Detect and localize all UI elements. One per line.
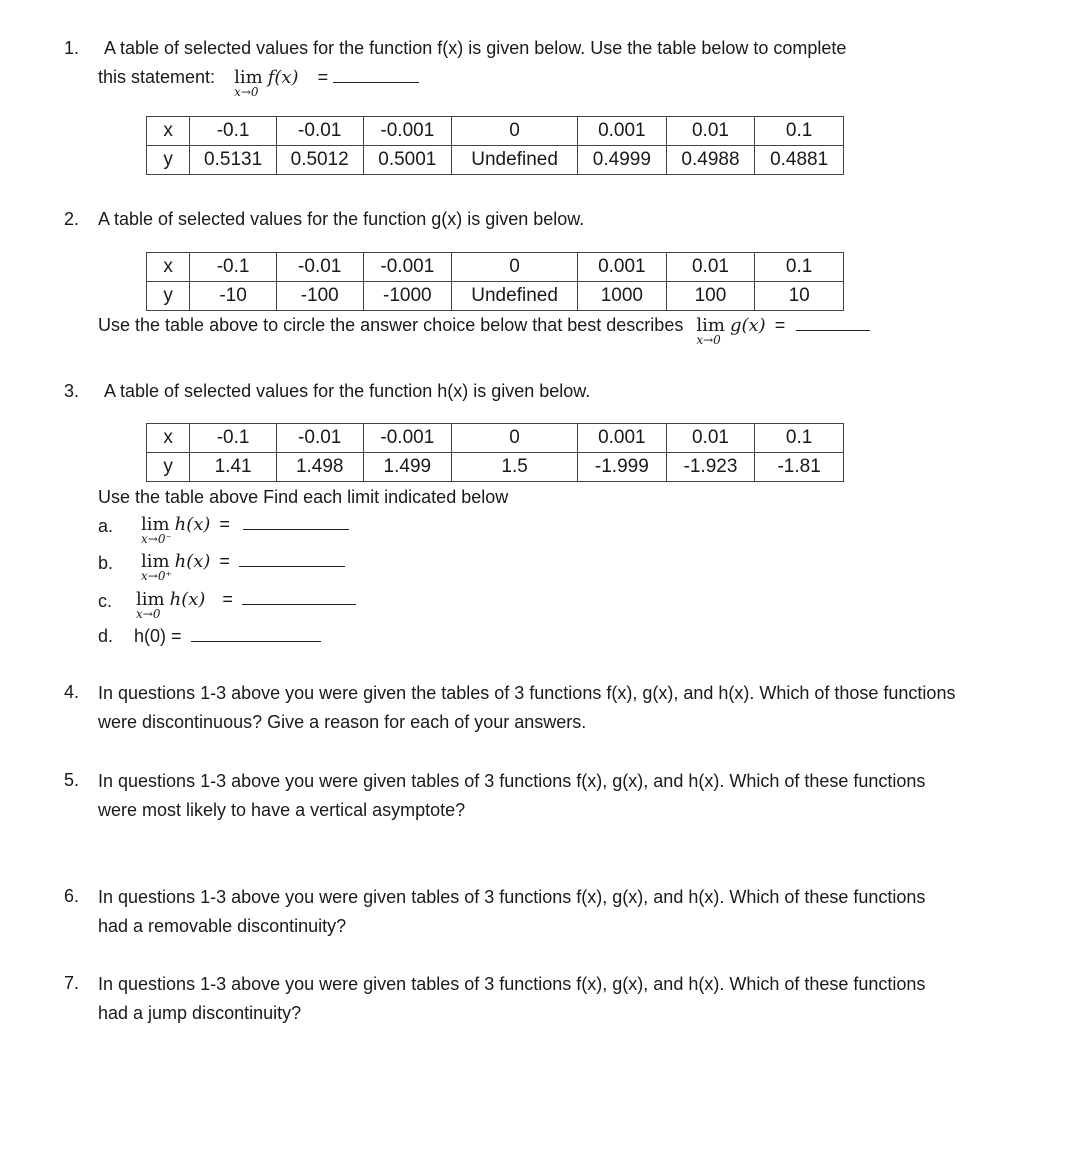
values-table-g — [146, 252, 844, 311]
table-cell: 1.5 — [452, 453, 578, 482]
table-cell: -100 — [276, 282, 363, 311]
table-cell: 0.4999 — [578, 146, 667, 175]
table-cell: Undefined — [452, 282, 578, 311]
lim-subscript: x→0⁺ — [141, 569, 172, 583]
question-text: In questions 1-3 above you were given tables of 3 functions f(x), g(x), and h(x). Which of these functions had a removable discontinuity? — [98, 887, 926, 936]
part-letter: b. — [98, 553, 114, 573]
equals-sign: = — [219, 514, 230, 534]
table-cell: -10 — [190, 282, 277, 311]
table-cell: -0.001 — [363, 253, 452, 282]
table-cell: 0.01 — [666, 424, 755, 453]
table-header-cell: x — [147, 117, 190, 146]
function-expression: g(x) — [729, 315, 766, 336]
part-letter: a. — [98, 516, 114, 536]
answer-blank[interactable] — [243, 515, 349, 530]
lim-word: lim — [696, 315, 725, 336]
table-cell: Undefined — [452, 146, 578, 175]
lim-subscript: x→0 — [696, 333, 721, 347]
equals-sign: = — [219, 551, 230, 571]
question-number: 5. — [64, 770, 80, 790]
answer-blank[interactable] — [796, 316, 870, 331]
lim-word: lim — [136, 589, 165, 610]
table-cell: 0.5001 — [363, 146, 452, 175]
answer-blank[interactable] — [239, 552, 345, 567]
table-row-y — [147, 146, 844, 175]
question-instruction: Use the table above Find each limit indicated below — [98, 487, 509, 507]
table-row-y — [147, 453, 844, 482]
table-cell: 0.5131 — [190, 146, 277, 175]
table-cell: 0.001 — [578, 424, 667, 453]
statement-label: this statement: — [98, 67, 216, 87]
table-row-x — [147, 253, 844, 282]
values-table-f — [146, 116, 844, 175]
table-cell: 0.01 — [666, 117, 755, 146]
table-cell: 1000 — [578, 282, 667, 311]
table-cell: 0 — [452, 253, 578, 282]
question-number: 2. — [64, 209, 80, 229]
question-text: In questions 1-3 above you were given tables of 3 functions f(x), g(x), and h(x). Which of these functions were most likely to have a vertical asymptote? — [98, 771, 926, 820]
answer-blank[interactable] — [191, 627, 321, 642]
table-cell: -0.01 — [276, 117, 363, 146]
table-cell: -0.1 — [190, 117, 277, 146]
question-text: In questions 1-3 above you were given the tables of 3 functions f(x), g(x), and h(x). Which of those functions were discontinuous? Give a reason for each of your answers. — [98, 683, 956, 732]
values-table-h — [146, 423, 844, 482]
table-row-y — [147, 282, 844, 311]
part-statement — [136, 589, 356, 621]
question-text: In questions 1-3 above you were given tables of 3 functions f(x), g(x), and h(x). Which of these functions had a jump discontinuity? — [98, 974, 926, 1023]
table-row-x — [147, 424, 844, 453]
table-cell: -0.001 — [363, 424, 452, 453]
function-expression: h(x) — [174, 514, 211, 535]
lim-subscript: x→0 — [136, 607, 161, 621]
table-header-cell: y — [147, 282, 190, 311]
table-cell: 1.499 — [363, 453, 452, 482]
question-statement — [98, 67, 419, 99]
table-cell: 0.1 — [755, 253, 844, 282]
question-number: 7. — [64, 973, 80, 993]
answer-blank[interactable] — [242, 590, 356, 605]
question-text: A table of selected values for the function h(x) is given below. — [104, 381, 591, 401]
table-cell: 0.001 — [578, 117, 667, 146]
table-cell: 100 — [666, 282, 755, 311]
question-number: 4. — [64, 682, 80, 702]
table-cell: 0.4988 — [666, 146, 755, 175]
lim-subscript: x→0 — [234, 85, 259, 99]
equals-sign: = — [222, 589, 233, 609]
table-cell: 0.001 — [578, 253, 667, 282]
part-letter: c. — [98, 591, 113, 611]
function-value-label: h(0) = — [134, 626, 182, 646]
question-number: 3. — [64, 381, 80, 401]
question-text: A table of selected values for the function g(x) is given below. — [98, 209, 585, 229]
table-cell: -1.81 — [755, 453, 844, 482]
table-cell: 1.498 — [276, 453, 363, 482]
question-text: A table of selected values for the function f(x) is given below. Use the table below to complete — [104, 38, 847, 58]
table-cell: 10 — [755, 282, 844, 311]
table-cell: 1.41 — [190, 453, 277, 482]
lim-word: lim — [141, 514, 170, 535]
table-cell: 0 — [452, 424, 578, 453]
function-expression: h(x) — [174, 551, 211, 572]
table-cell: -0.01 — [276, 253, 363, 282]
limit-expression — [234, 67, 263, 99]
limit-expression — [141, 514, 172, 546]
table-cell: 0.1 — [755, 424, 844, 453]
table-cell: 0 — [452, 117, 578, 146]
table-cell: -1000 — [363, 282, 452, 311]
table-cell: 0.01 — [666, 253, 755, 282]
equals-sign: = — [317, 67, 329, 87]
question-number: 6. — [64, 886, 80, 906]
statement-label: Use the table above to circle the answer choice below that best describes — [98, 315, 684, 335]
table-cell: -1.923 — [666, 453, 755, 482]
table-cell: -1.999 — [578, 453, 667, 482]
function-expression: h(x) — [169, 589, 206, 610]
table-header-cell: x — [147, 253, 190, 282]
part-statement — [134, 626, 321, 647]
lim-word: lim — [234, 67, 263, 88]
table-row-x — [147, 117, 844, 146]
part-letter: d. — [98, 626, 114, 646]
lim-subscript: x→0⁻ — [141, 532, 172, 546]
table-cell: 0.4881 — [755, 146, 844, 175]
question-statement — [98, 315, 870, 347]
table-cell: -0.1 — [190, 424, 277, 453]
table-header-cell: y — [147, 453, 190, 482]
limit-expression — [141, 551, 172, 583]
part-statement — [141, 551, 345, 583]
answer-blank[interactable] — [333, 68, 419, 83]
table-cell: -0.001 — [363, 117, 452, 146]
function-expression: f(x) — [267, 67, 299, 88]
limit-expression — [696, 315, 725, 347]
limit-expression — [136, 589, 165, 621]
equals-sign: = — [774, 315, 786, 335]
table-cell: -0.1 — [190, 253, 277, 282]
question-number: 1. — [64, 38, 80, 58]
table-header-cell: y — [147, 146, 190, 175]
table-header-cell: x — [147, 424, 190, 453]
part-statement — [141, 514, 349, 546]
table-cell: 0.1 — [755, 117, 844, 146]
table-cell: -0.01 — [276, 424, 363, 453]
table-cell: 0.5012 — [276, 146, 363, 175]
lim-word: lim — [141, 551, 170, 572]
